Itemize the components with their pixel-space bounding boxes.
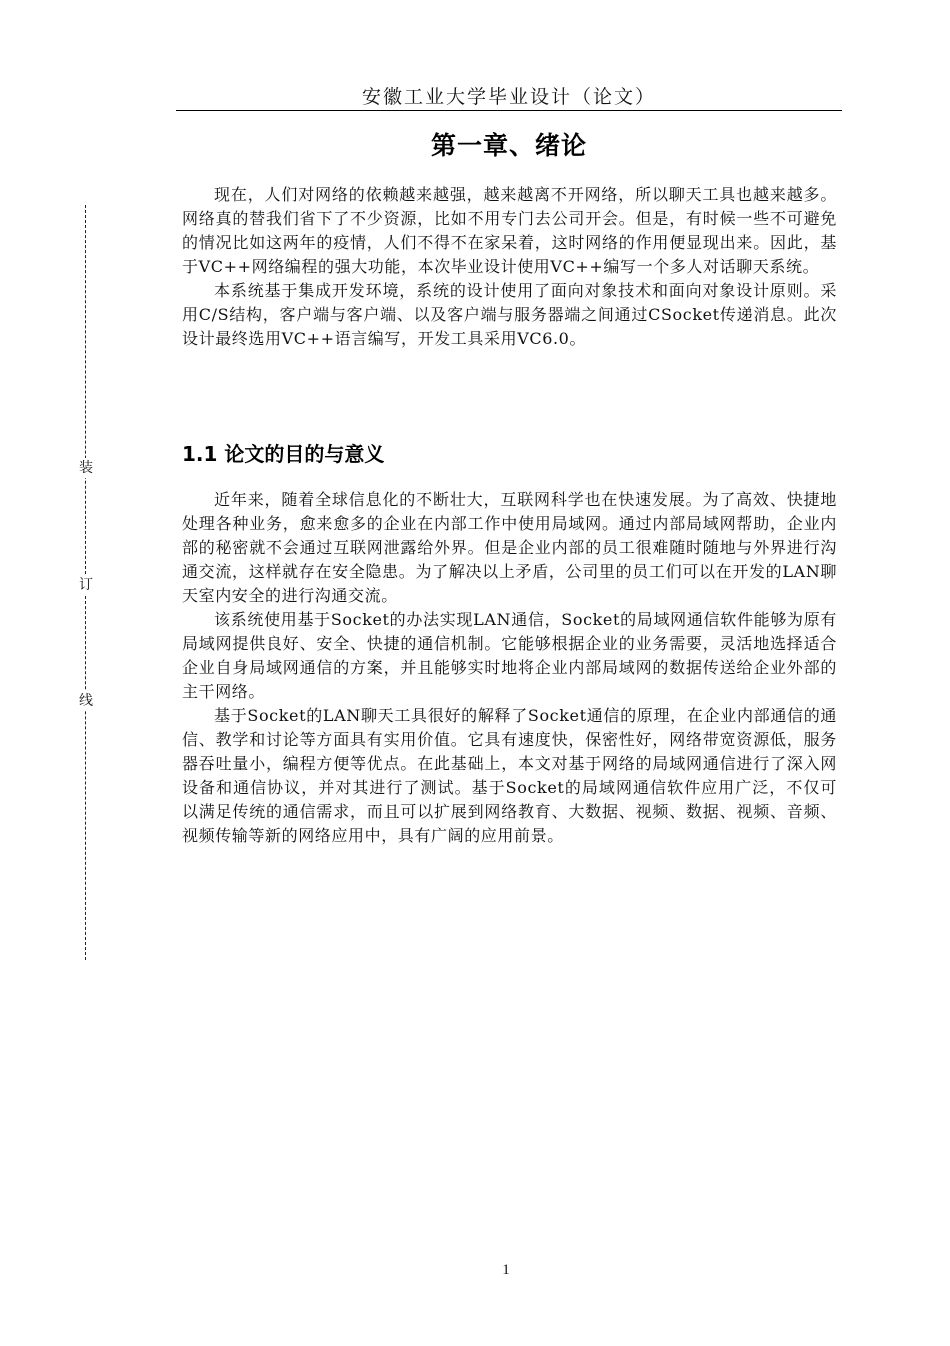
section-paragraph-1: 近年来，随着全球信息化的不断壮大，互联网科学也在快速发展。为了高效、快捷地处理各种业务，愈来愈多的企业在内部工作中使用局域网。通过内部局域网帮助，企业内部的秘密就不会通过互联网泄露给外界。但是企业内部的员工很难随时随地与外界进行沟通交流，这样就存在安全隐患。为了解决以上矛盾，公司里的员工们可以在开发的LAN聊天室内安全的进行沟通交流。 xyxy=(182,490,837,605)
binding-mark-xian: 线 xyxy=(79,693,93,709)
binding-mark-zhuang: 装 xyxy=(79,460,93,476)
page-number: 1 xyxy=(502,1262,510,1278)
chapter-title: 第一章、绪论 xyxy=(430,131,587,160)
chapter-paragraph-1: 现在，人们对网络的依赖越来越强，越来越离不开网络，所以聊天工具也越来越多。网络真的替我们省下了不少资源，比如不用专门去公司开会。但是，有时候一些不可避免的情况比如这两年的疫情，人们不得不在家呆着，这时网络的作用便显现出来。因此，基于VC++网络编程的强大功能，本次毕业设计使用VC++编写一个多人对话聊天系统。 xyxy=(182,185,837,276)
section-title: 1.1 论文的目的与意义 xyxy=(182,442,385,466)
page-header: 安徽工业大学毕业设计（论文） xyxy=(176,84,842,111)
chapter-body xyxy=(182,183,837,351)
binding-mark-ding: 订 xyxy=(79,577,93,593)
section-paragraph-2: 该系统使用基于Socket的办法实现LAN通信，Socket的局域网通信软件能够为原有局域网提供良好、安全、快捷的通信机制。它能够根据企业的业务需要，灵活地选择适合企业自身局域网通信的方案，并且能够实时地将企业内部局域网的数据传送给企业外部的主干网络。 xyxy=(182,610,837,701)
section-body xyxy=(182,488,837,848)
chapter-paragraph-2: 本系统基于集成开发环境，系统的设计使用了面向对象技术和面向对象设计原则。采用C/S结构，客户端与客户端、以及客户端与服务器端之间通过CSocket传递消息。此次设计最终选用VC++语言编写，开发工具采用VC6.0。 xyxy=(182,281,837,348)
section-paragraph-3: 基于Socket的LAN聊天工具很好的解释了Socket通信的原理，在企业内部通信的通信、教学和讨论等方面具有实用价值。它具有速度快，保密性好，网络带宽资源低，服务器吞吐量小，编程方便等优点。在此基础上，本文对基于网络的局域网通信进行了深入网设备和通信协议，并对其进行了测试。基于Socket的局域网通信软件应用广泛，不仅可以满足传统的通信需求，而且可以扩展到网络教育、大数据、视频、数据、视频、音频、视频传输等新的网络应用中，具有广阔的应用前景。 xyxy=(182,706,837,845)
